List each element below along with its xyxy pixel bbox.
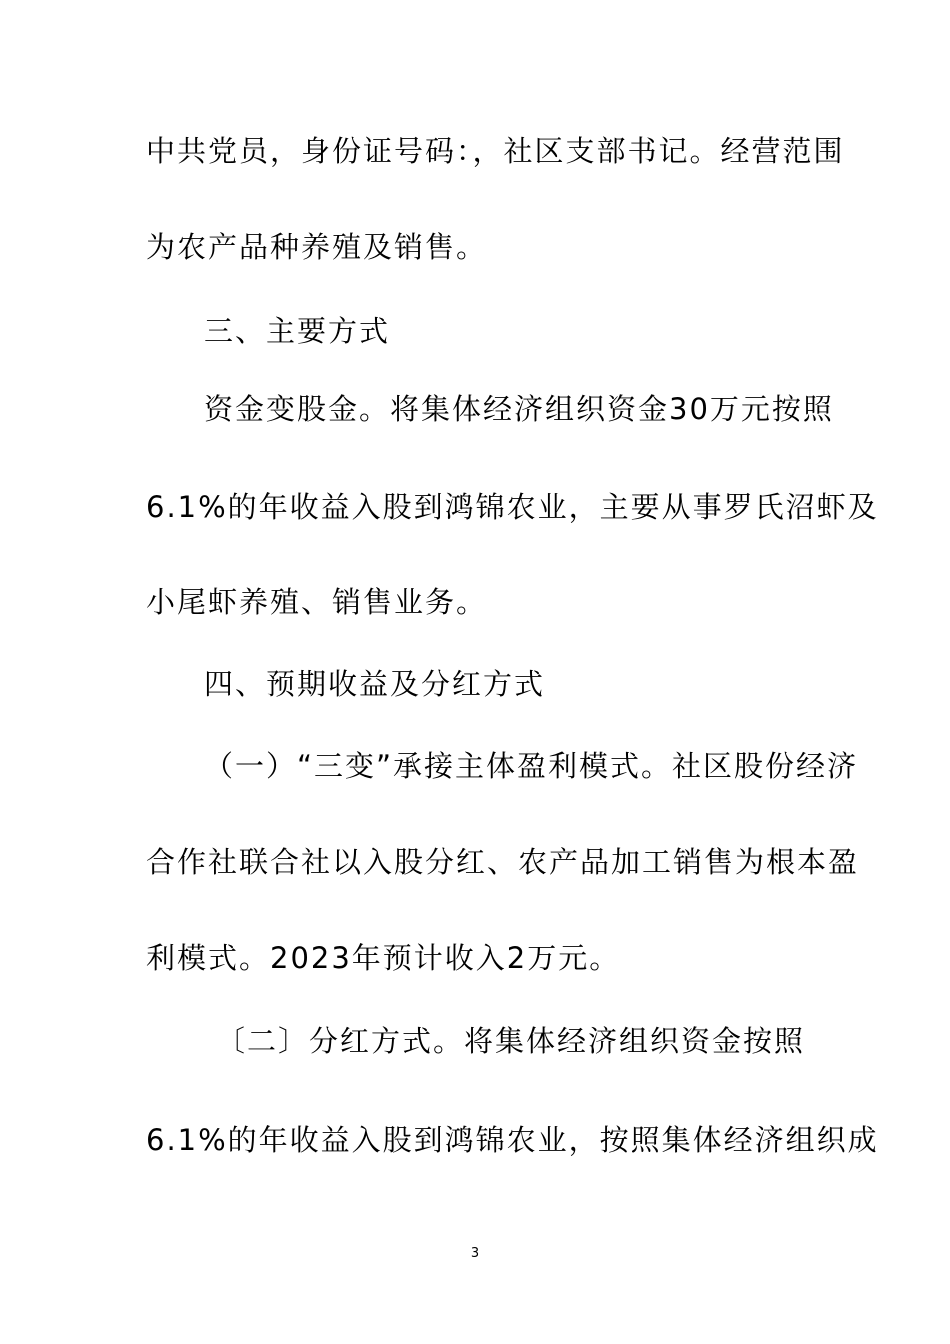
body-text-line: 6.1%的年收益入股到鸿锦农业，主要从事罗氏沼虾及 [146, 490, 879, 524]
page-number: 3 [470, 1246, 480, 1261]
body-text-line: （一）“三变”承接主体盈利模式。社区股份经济 [204, 749, 859, 783]
body-text-line: 资金变股金。将集体经济组织资金30万元按照 [204, 392, 834, 426]
section-heading: 三、主要方式 [204, 314, 391, 348]
section-heading: 四、预期收益及分红方式 [204, 667, 546, 701]
body-text-line: 〔二〕分红方式。将集体经济组织资金按照 [216, 1024, 806, 1058]
body-text-line: 利模式。2023年预计收入2万元。 [146, 941, 621, 975]
body-text-line: 合作社联合社以入股分红、农产品加工销售为根本盈 [146, 845, 860, 879]
body-text-line: 为农产品种养殖及销售。 [146, 230, 488, 264]
body-text-line: 中共党员，身份证号码：，社区支部书记。经营范围 [146, 134, 845, 168]
body-text-line: 小尾虾养殖、销售业务。 [146, 585, 488, 619]
body-text-line: 6.1%的年收益入股到鸿锦农业，按照集体经济组织成 [146, 1123, 879, 1157]
